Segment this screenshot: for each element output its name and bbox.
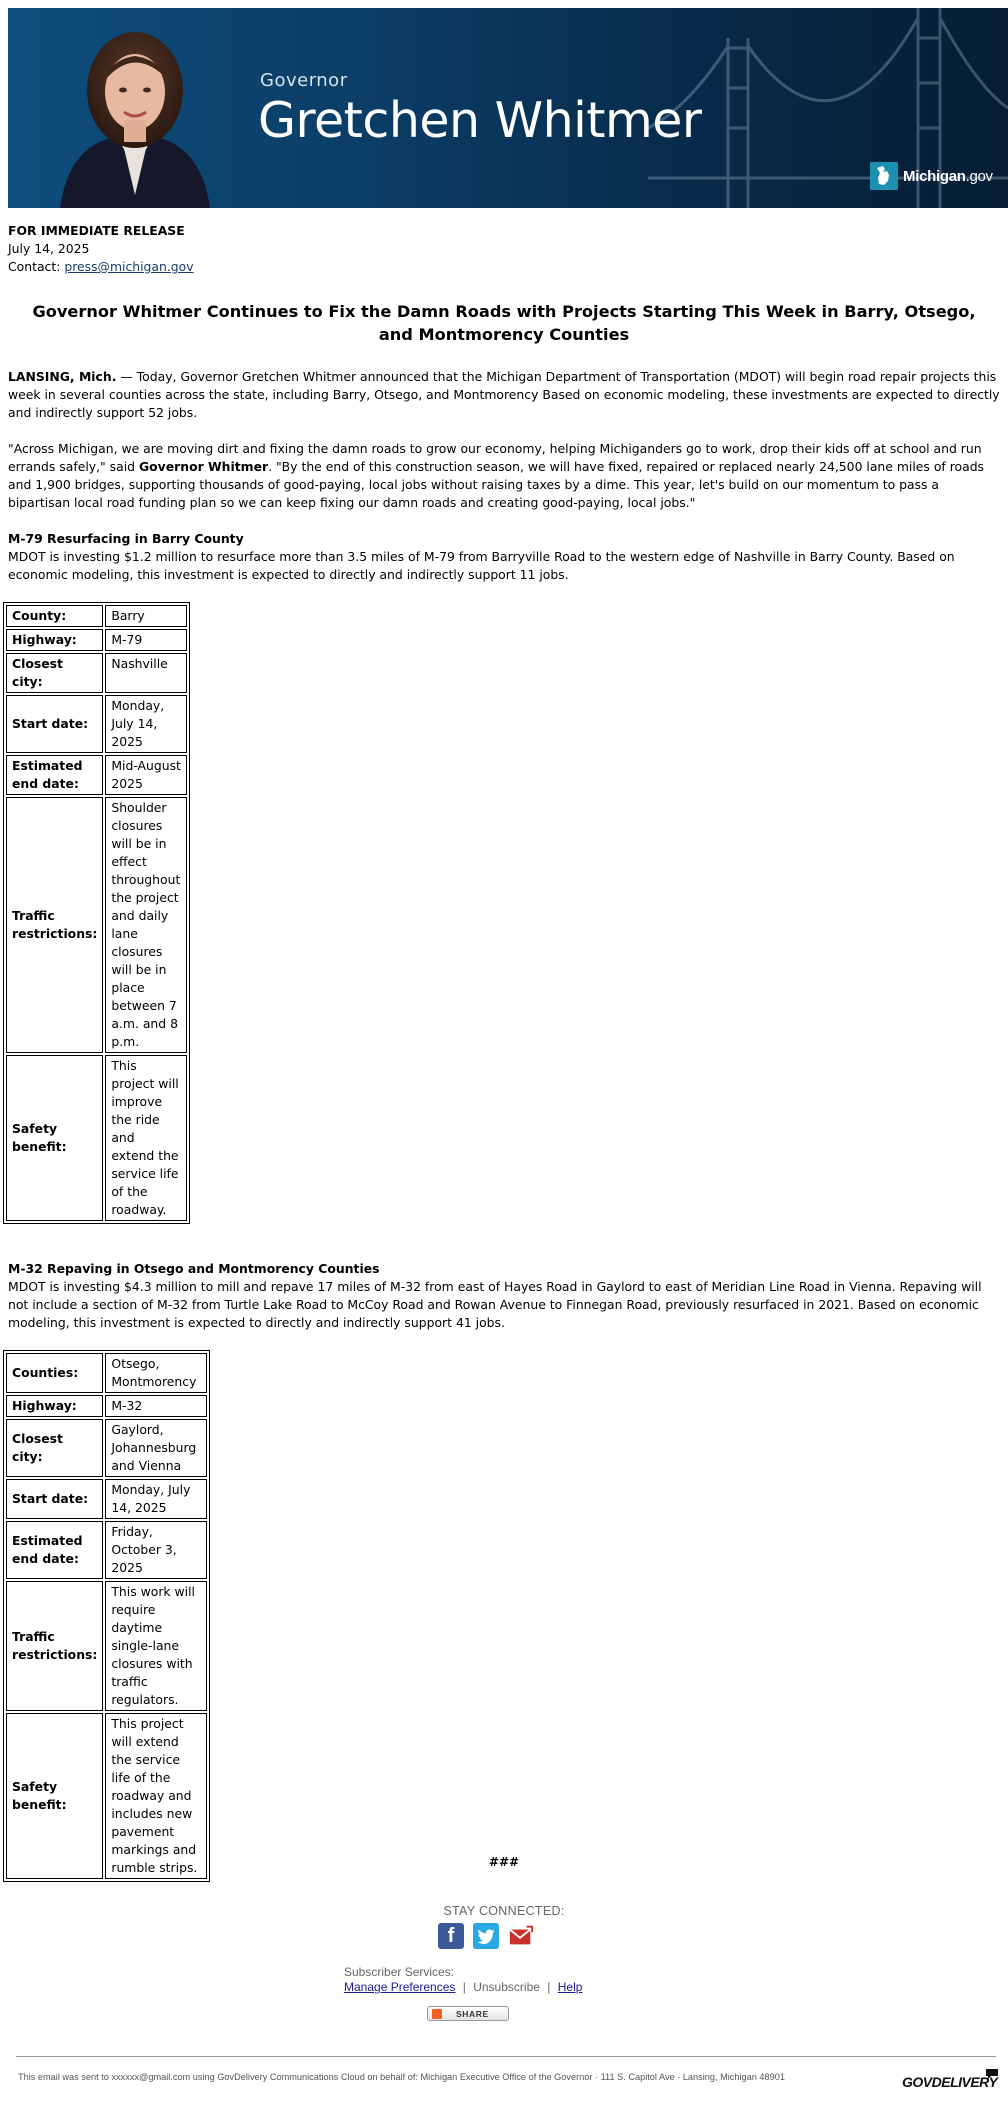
table-row xyxy=(6,755,187,795)
project1-details-table xyxy=(3,602,190,1224)
subscriber-services-label: Subscriber Services: xyxy=(344,1965,455,1979)
table-value: Barry xyxy=(105,605,187,627)
table-value: Shoulder closures will be in effect throughout the project and daily lane closures will be in place between 7 a.m. and 8 p.m. xyxy=(105,797,187,1053)
release-date: July 14, 2025 xyxy=(8,241,90,256)
table-row xyxy=(6,1581,207,1711)
social-icons xyxy=(438,1923,534,1949)
intro-text: Today, Governor Gretchen Whitmer announced that the Michigan Department of Transportation (MDOT) will begin road repair projects this week in several counties across the state, including Barry, Otsego, and Montmorency Based on economic modeling, these investments are expected to directly and indirectly support 52 jobs. xyxy=(8,369,1000,420)
table-row xyxy=(6,605,187,627)
table-key: Safety benefit: xyxy=(6,1055,103,1221)
table-key: Estimated end date: xyxy=(6,755,103,795)
table-key: County: xyxy=(6,605,103,627)
govdelivery-logo[interactable]: GOVDELIVERY xyxy=(902,2074,998,2090)
table-key: Counties: xyxy=(6,1353,103,1393)
header-banner xyxy=(8,8,1008,208)
dateline: LANSING, Mich. xyxy=(8,369,117,384)
link-separator: | xyxy=(462,1980,466,1994)
release-meta xyxy=(8,222,1000,276)
table-value: Gaylord, Johannesburg and Vienna xyxy=(105,1419,207,1477)
table-value: This work will require daytime single-lane closures with traffic regulators. xyxy=(105,1581,207,1711)
table-key: Highway: xyxy=(6,1395,103,1417)
end-mark: ### xyxy=(488,1855,520,1869)
stay-connected-label: STAY CONNECTED: xyxy=(443,1904,565,1918)
project1-title: M-79 Resurfacing in Barry County xyxy=(8,531,244,546)
table-value: Otsego, Montmorency xyxy=(105,1353,207,1393)
press-release-body xyxy=(8,222,1000,1882)
unsubscribe-link[interactable]: Unsubscribe xyxy=(473,1980,540,1994)
banner-governor-name: Gretchen Whitmer xyxy=(258,92,702,149)
link-separator: | xyxy=(547,1980,551,1994)
michigan-logo-text: Michigan xyxy=(903,167,966,185)
table-value: Friday, October 3, 2025 xyxy=(105,1521,207,1579)
table-key: Closest city: xyxy=(6,1419,103,1477)
table-key: Start date: xyxy=(6,695,103,753)
table-key: Traffic restrictions: xyxy=(6,797,103,1053)
table-key: Safety benefit: xyxy=(6,1713,103,1879)
table-key: Highway: xyxy=(6,629,103,651)
contact-email-link[interactable]: press@michigan.gov xyxy=(64,259,194,274)
quote-part2: . "By the end of this construction season, we will have fixed, repaired or replaced nearly 24,500 lane miles of roads and 1,900 bridges, supporting thousands of good-paying, local jobs without raising taxes by a dime. This year, let's build on our momentum to pass a bipartisan local road funding plan so we can keep fixing our damn roads and creating good-paying, local jobs." xyxy=(8,459,985,510)
facebook-icon[interactable]: f xyxy=(438,1923,464,1949)
table-row xyxy=(6,629,187,651)
project1-description: MDOT is investing $1.2 million to resurface more than 3.5 miles of M-79 from Barryville Road to the western edge of Nashville in Barry County. Based on economic modeling, this investment is expected to directly and indirectly support 11 jobs. xyxy=(8,549,955,582)
table-row xyxy=(6,1419,207,1477)
project2-title: M-32 Repaving in Otsego and Montmorency Counties xyxy=(8,1261,380,1276)
table-row xyxy=(6,1395,207,1417)
twitter-icon[interactable] xyxy=(473,1923,499,1949)
govdelivery-bubble-icon xyxy=(985,2068,999,2080)
table-value: M-32 xyxy=(105,1395,207,1417)
table-row xyxy=(6,1055,187,1221)
quote-speaker: Governor Whitmer xyxy=(138,459,269,474)
footer-note: This email was sent to xxxxxx@gmail.com using GovDelivery Communications Cloud on behalf of: Michigan Executive Office of the Governor · 111 S. Capitol Ave · Lansing, Michigan 48901 xyxy=(18,2072,785,2082)
table-value: Monday, July 14, 2025 xyxy=(105,695,187,753)
share-icon xyxy=(432,2009,442,2019)
table-row xyxy=(6,653,187,693)
table-value: M-79 xyxy=(105,629,187,651)
quote-part1: "Across Michigan, we are moving dirt and fixing the damn roads to grow our economy, helping Michiganders go to work, drop their kids off at school and run errands safely," said xyxy=(8,441,982,474)
table-row xyxy=(6,797,187,1053)
table-key: Estimated end date: xyxy=(6,1521,103,1579)
table-value: This project will extend the service life of the roadway and includes new pavement markings and rumble strips. xyxy=(105,1713,207,1879)
share-label: SHARE xyxy=(456,2008,489,2019)
intro-paragraph xyxy=(8,368,1000,422)
michigan-logo-suffix: .gov xyxy=(965,167,993,185)
table-row xyxy=(6,695,187,753)
contact-label: Contact: xyxy=(8,259,65,274)
table-value: This project will improve the ride and extend the service life of the roadway. xyxy=(105,1055,187,1221)
table-value: Monday, July 14, 2025 xyxy=(105,1479,207,1519)
table-row xyxy=(6,1479,207,1519)
table-value: Nashville xyxy=(105,653,187,693)
table-key: Start date: xyxy=(6,1479,103,1519)
share-button[interactable] xyxy=(427,2006,509,2021)
release-label: FOR IMMEDIATE RELEASE xyxy=(8,223,185,238)
table-row xyxy=(6,1521,207,1579)
michigan-map-icon xyxy=(870,162,898,190)
manage-preferences-link[interactable]: Manage Preferences xyxy=(344,1980,456,1994)
project2-details-table xyxy=(3,1350,210,1882)
subscriber-services xyxy=(344,1965,582,1995)
governor-portrait xyxy=(50,20,220,208)
michigan-gov-logo[interactable] xyxy=(870,162,993,190)
table-value: Mid-August 2025 xyxy=(105,755,187,795)
table-key: Traffic restrictions: xyxy=(6,1581,103,1711)
email-icon[interactable] xyxy=(508,1923,534,1949)
quote-paragraph xyxy=(8,440,1000,512)
table-key: Closest city: xyxy=(6,653,103,693)
banner-governor-label: Governor xyxy=(260,70,348,91)
headline: Governor Whitmer Continues to Fix the Damn Roads with Projects Starting This Week in Barry, Otsego, and Montmorency Counties xyxy=(32,302,976,344)
help-link[interactable]: Help xyxy=(557,1980,583,1994)
table-row xyxy=(6,1353,207,1393)
dateline-dash: — xyxy=(116,369,137,384)
project2-description: MDOT is investing $4.3 million to mill and repave 17 miles of M-32 from east of Hayes Road in Gaylord to east of Meridian Line Road in Vienna. Repaving will not include a section of M-32 from Turtle Lake Road to McCoy Road and Rowan Avenue to Finnegan Road, previously resurfaced in 2021. Based on economic modeling, this investment is expected to directly and indirectly support 41 jobs. xyxy=(8,1279,982,1330)
footer-divider xyxy=(16,2056,996,2057)
